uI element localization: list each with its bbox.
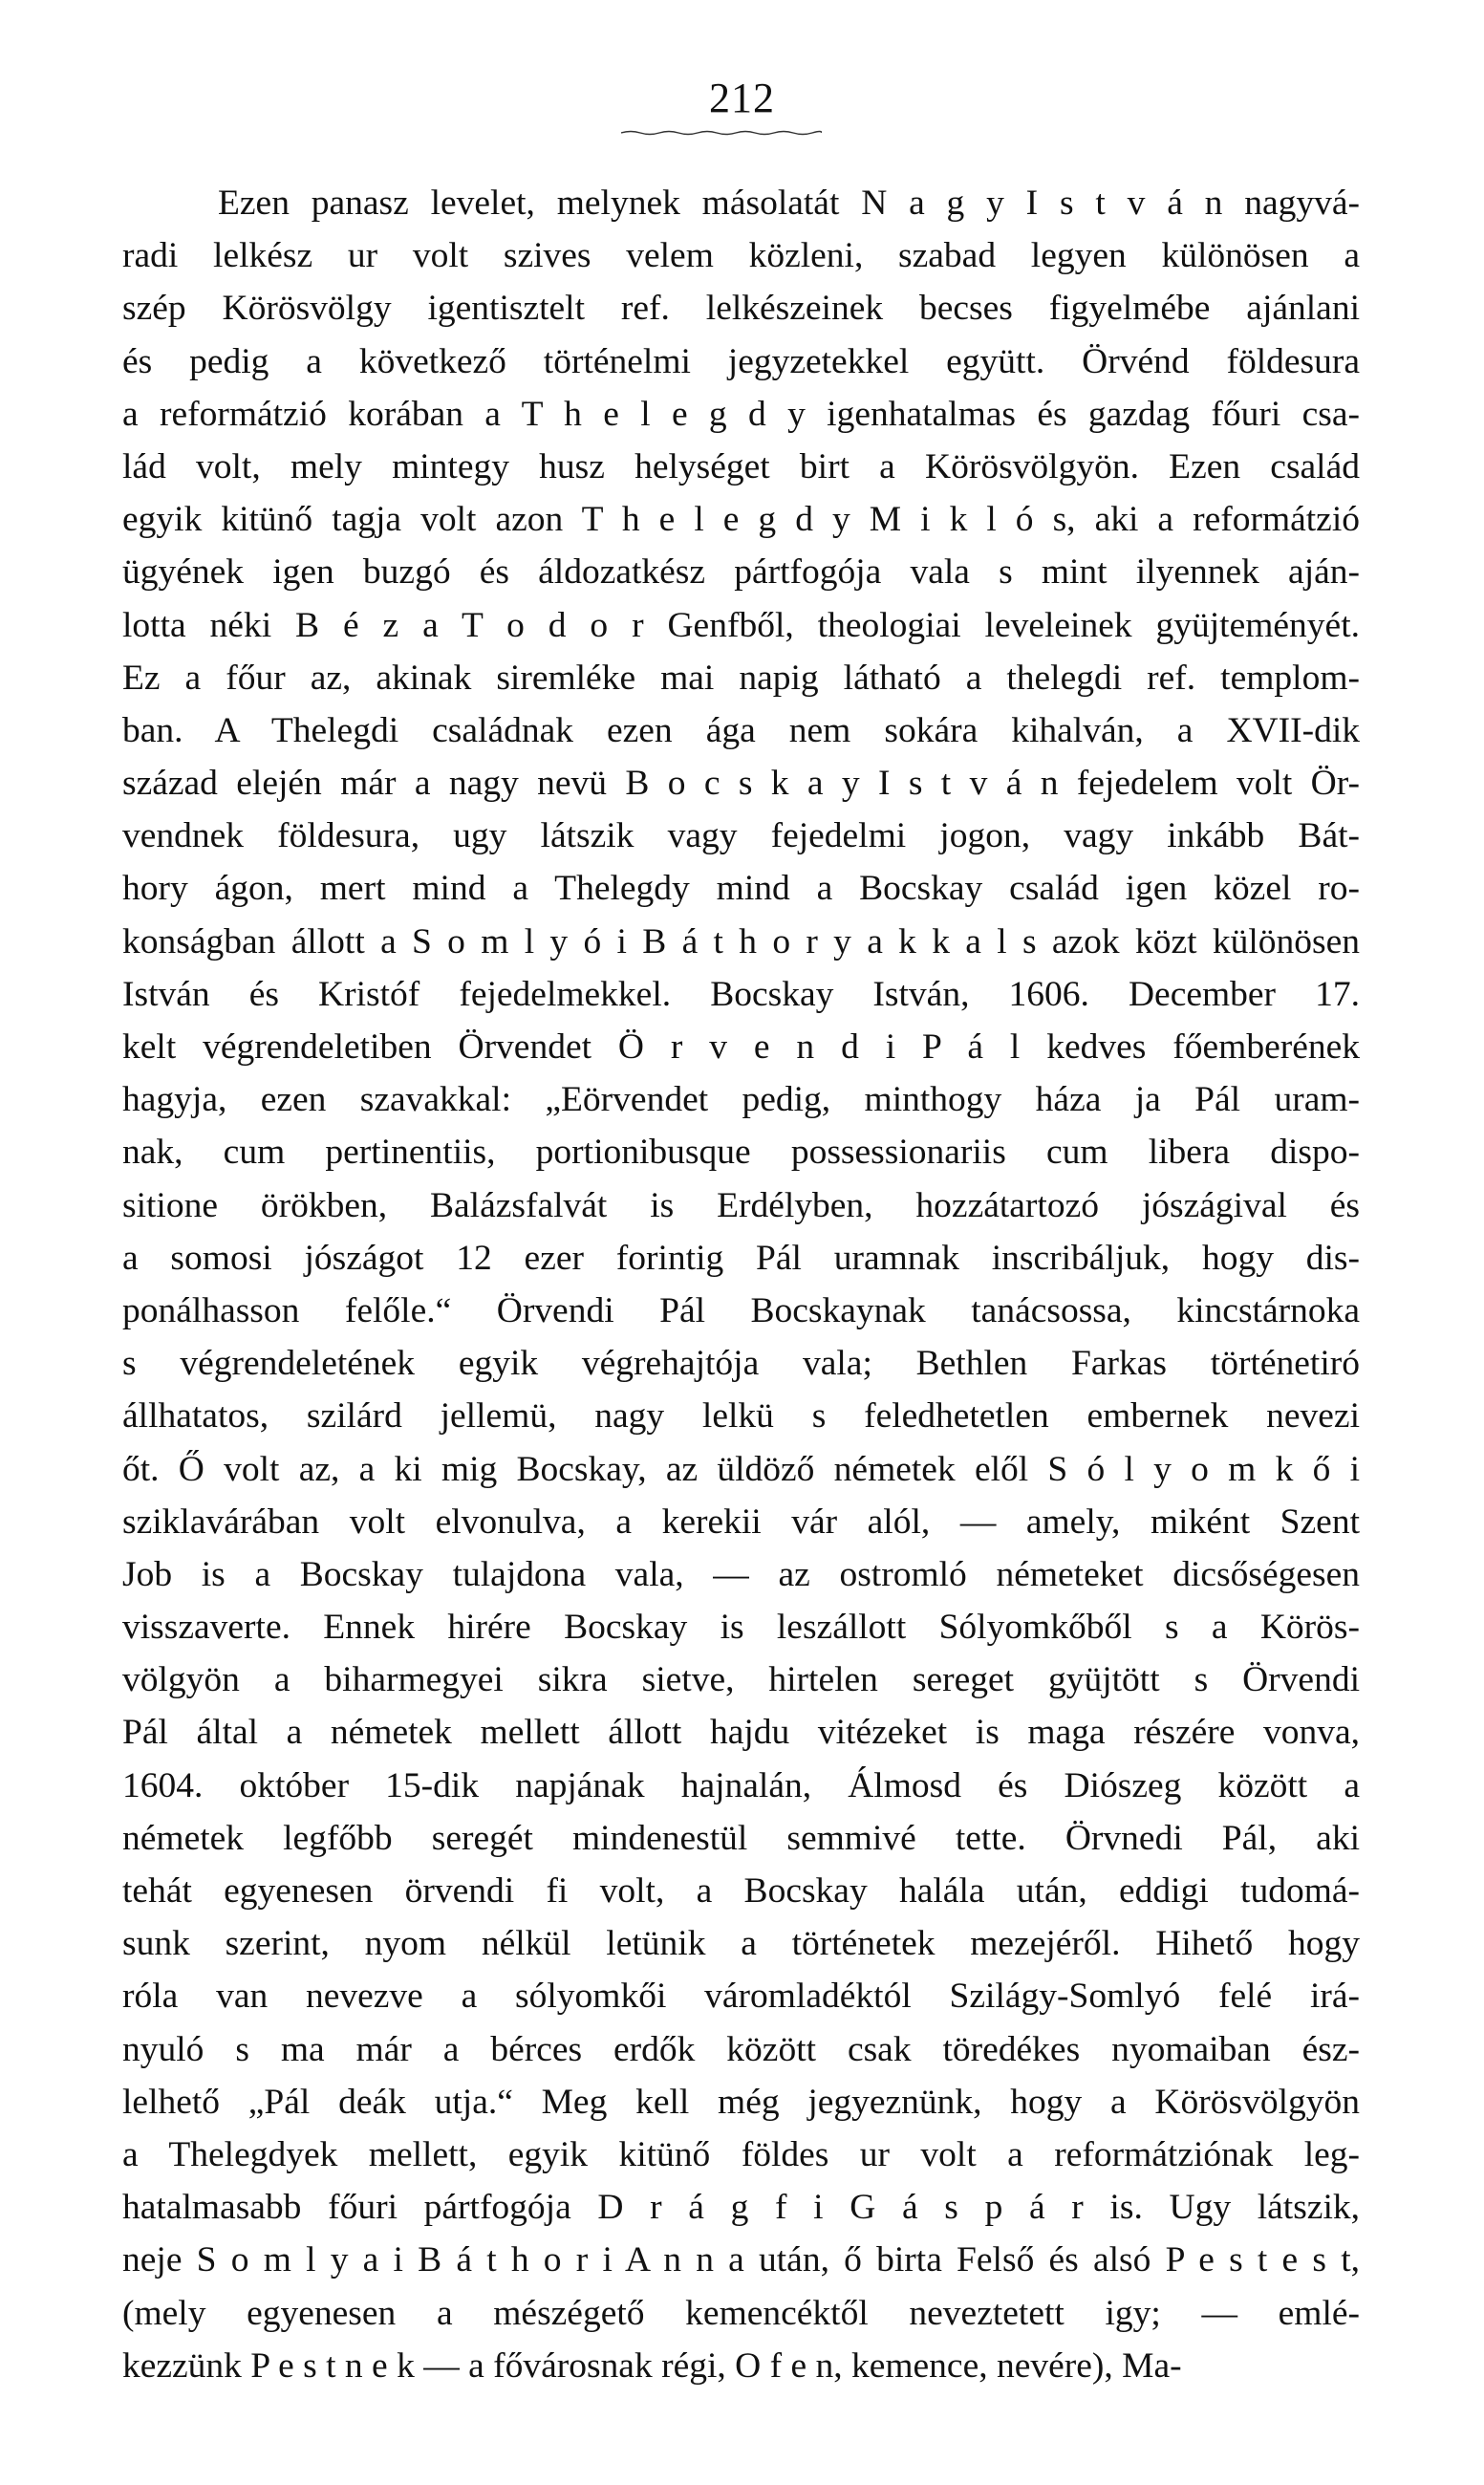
text-line: sziklavárában volt elvonulva, a kerekii vár alól, — amely, miként Szent [122,1502,1360,1542]
text-line: visszaverte. Ennek hirére Bocskay is leszállott Sólyomkőből s a Körös- [122,1608,1360,1648]
body-text [122,177,1360,2392]
text-line: hatalmasabb főuri pártfogója D r á g f i G á s p á r is. Ugy látszik, [122,2188,1360,2228]
text-line: völgyön a biharmegyei sikra sietve, hirtelen sereget gyüjtött s Örvendi [122,1660,1360,1700]
text-line: s végrendeletének egyik végrehajtója vala; Bethlen Farkas történetiró [122,1344,1360,1384]
text-line: kezzünk P e s t n e k — a fővárosnak régi, O f e n, kemence, nevére), Ma- [122,2345,1182,2386]
text-line: nak, cum pertinentiis, portionibusque possessionariis cum libera dispo- [122,1133,1360,1173]
text-line: szép Körösvölgy igentisztelt ref. lelkészeinek becses figyelmébe ajánlani [122,289,1360,329]
text-line: egyik kitünő tagja volt azon T h e l e g d y M i k l ó s, aki a reformátzió [122,500,1360,540]
text-line: lelhető „Pál deák utja.“ Meg kell még jegyeznünk, hogy a Körösvölgyön [122,2082,1360,2122]
text-line: (mely egyenesen a mészégető kemencéktől neveztetett igy; — emlé- [122,2293,1360,2333]
text-line: ügyének igen buzgó és áldozatkész pártfogója vala s mint ilyennek aján- [122,552,1360,593]
text-line: ban. A Thelegdi családnak ezen ága nem sokára kihalván, a XVII-dik [122,710,1360,750]
page-number: 212 [709,75,775,121]
text-line: lád volt, mely mintegy husz helységet birt a Körösvölgyön. Ezen család [122,446,1360,486]
text-line: állhatatos, szilárd jellemü, nagy lelkü s feledhetetlen embernek nevezi [122,1396,1360,1437]
text-line: németek legfőbb seregét mindenestül semmivé tette. Örvnedi Pál, aki [122,1818,1360,1858]
text-line: Ez a főur az, akinak siremléke mai napig látható a thelegdi ref. templom- [122,658,1360,698]
text-line: tehát egyenesen örvendi fi volt, a Bocskay halála után, eddigi tudomá- [122,1871,1360,1911]
text-line: kelt végrendeletiben Örvendet Ö r v e n d i P á l kedves főemberének [122,1027,1360,1067]
text-line: radi lelkész ur volt szives velem közleni, szabad legyen különösen a [122,236,1360,276]
text-line: Ezen panasz levelet, melynek másolatát N a g y I s t v á n nagyvá- [218,184,1360,223]
text-line: a Thelegdyek mellett, egyik kitünő földes ur volt a reformátziónak leg- [122,2134,1360,2174]
text-line: a reformátzió korában a T h e l e g d y igenhatalmas és gazdag főuri csa- [122,394,1360,434]
text-line: Job is a Bocskay tulajdona vala, — az ostromló németeket dicsőségesen [122,1554,1360,1594]
text-line: és pedig a következő történelmi jegyzetekkel együtt. Örvénd földesura [122,341,1360,381]
text-line: hagyja, ezen szavakkal: „Eörvendet pedig, minthogy háza ja Pál uram- [122,1080,1360,1120]
text-line: neje S o m l y a i B á t h o r i A n n a után, ő birta Felső és alsó P e s t e s t, [122,2240,1360,2280]
text-line: hory ágon, mert mind a Thelegdy mind a Bocskay család igen közel ro- [122,869,1360,909]
text-line: 1604. október 15-dik napjának hajnalán, Álmosd és Diószeg között a [122,1765,1360,1805]
text-line: ponálhasson felőle.“ Örvendi Pál Bocskaynak tanácsossa, kincstárnoka [122,1290,1360,1330]
text-line: lotta néki B é z a T o d o r Genfből, theologiai leveleinek gyüjteményét. [122,605,1360,645]
text-line: róla van nevezve a sólyomkői váromladéktól Szilágy-Somlyó felé irá- [122,1977,1360,2017]
text-line: nyuló s ma már a bérces erdők között csak töredékes nyomaiban ész- [122,2029,1360,2069]
text-line: konságban állott a S o m l y ó i B á t h o r y a k k a l s azok közt különösen [122,921,1360,962]
text-line: István és Kristóf fejedelmekkel. Bocskay István, 1606. December 17. [122,974,1360,1014]
text-line: a somosi jószágot 12 ezer forintig Pál uramnak inscribáljuk, hogy dis- [122,1238,1360,1278]
page-number-ornament [621,130,822,136]
text-line: Pál által a németek mellett állott hajdu vitézeket is maga részére vonva, [122,1713,1360,1753]
text-line: század elején már a nagy nevü B o c s k a y I s t v á n fejedelem volt Ör- [122,764,1360,804]
text-line: vendnek földesura, ugy látszik vagy fejedelmi jogon, vagy inkább Bát- [122,816,1360,856]
text-line: sunk szerint, nyom nélkül letünik a történetek mezejéről. Hihető hogy [122,1924,1360,1964]
text-line: sitione örökben, Balázsfalvát is Erdélyben, hozzátartozó jószágival és [122,1185,1360,1225]
text-line: őt. Ő volt az, a ki mig Bocskay, az üldöző németek elől S ó l y o m k ő i [122,1449,1360,1489]
